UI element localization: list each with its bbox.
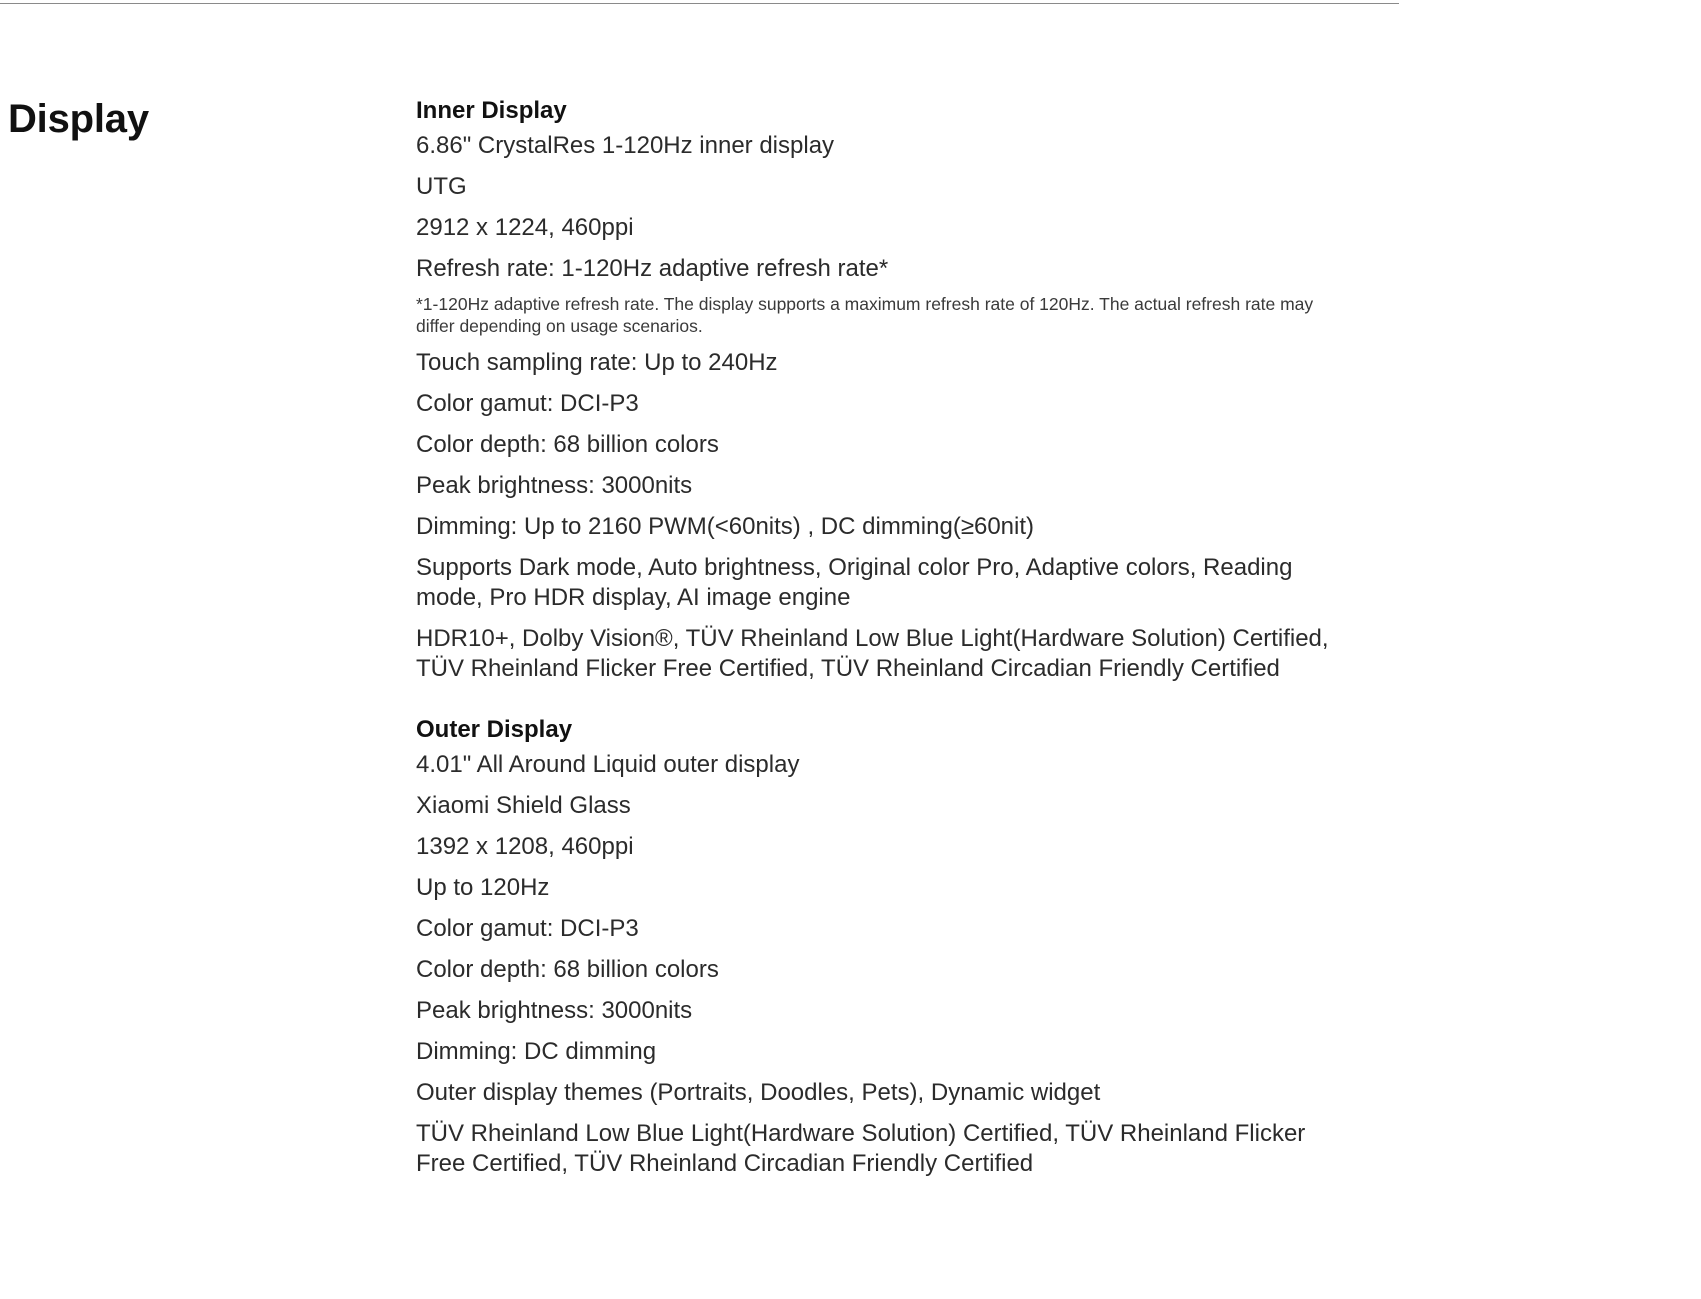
group-heading: Outer Display bbox=[416, 716, 573, 743]
spec-item: Color depth: 68 billion colors bbox=[416, 431, 719, 458]
spec-list bbox=[416, 96, 1346, 1190]
inner-display-group bbox=[416, 96, 1346, 695]
spec-item: Color gamut: DCI-P3 bbox=[416, 390, 639, 417]
spec-item: Dimming: Up to 2160 PWM(<60nits) , DC dimming(≥60nit) bbox=[416, 513, 1035, 540]
spec-item: 2912 x 1224, 460ppi bbox=[416, 214, 634, 241]
spec-item: Peak brightness: 3000nits bbox=[416, 472, 693, 499]
spec-item: HDR10+, Dolby Vision®, TÜV Rheinland Low Blue Light(Hardware Solution) Certified, TÜV Rheinland Flicker Free Certified, TÜV Rheinland Circadian Friendly Certified bbox=[416, 625, 1329, 682]
spec-item: Touch sampling rate: Up to 240Hz bbox=[416, 349, 778, 376]
spec-item: 4.01" All Around Liquid outer display bbox=[416, 751, 800, 778]
top-divider bbox=[0, 3, 1399, 4]
spec-item: UTG bbox=[416, 173, 467, 200]
spec-item: Peak brightness: 3000nits bbox=[416, 997, 693, 1024]
spec-item: TÜV Rheinland Low Blue Light(Hardware Solution) Certified, TÜV Rheinland Flicker Free Certified, TÜV Rheinland Circadian Friendly Certified bbox=[416, 1120, 1306, 1177]
spec-item: Supports Dark mode, Auto brightness, Original color Pro, Adaptive colors, Reading mode, Pro HDR display, AI image engine bbox=[416, 554, 1293, 611]
spec-footnote: *1-120Hz adaptive refresh rate. The display supports a maximum refresh rate of 120Hz. The actual refresh rate may differ depending on usage scenarios. bbox=[416, 294, 1314, 336]
spec-item: 6.86" CrystalRes 1-120Hz inner display bbox=[416, 132, 835, 159]
spec-item: Color depth: 68 billion colors bbox=[416, 956, 719, 983]
spec-item: Up to 120Hz bbox=[416, 874, 550, 901]
spec-item: Outer display themes (Portraits, Doodles, Pets), Dynamic widget bbox=[416, 1079, 1101, 1106]
section-title: Display bbox=[8, 97, 149, 141]
spec-item: Dimming: DC dimming bbox=[416, 1038, 657, 1065]
spec-item: Color gamut: DCI-P3 bbox=[416, 915, 639, 942]
outer-display-group bbox=[416, 715, 1346, 1190]
spec-item: Xiaomi Shield Glass bbox=[416, 792, 631, 819]
group-heading: Inner Display bbox=[416, 97, 567, 124]
spec-item: 1392 x 1208, 460ppi bbox=[416, 833, 634, 860]
spec-item: Refresh rate: 1-120Hz adaptive refresh rate* bbox=[416, 255, 889, 282]
